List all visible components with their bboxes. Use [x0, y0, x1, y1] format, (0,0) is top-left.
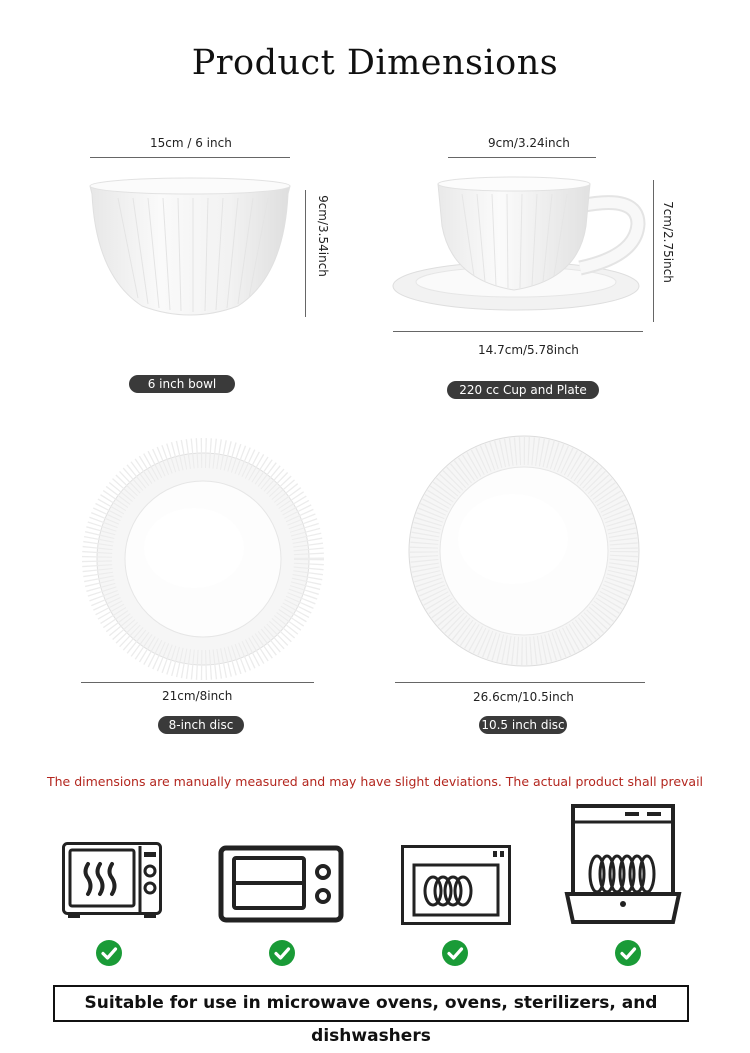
page-title — [188, 40, 563, 86]
bowl-image — [88, 176, 293, 321]
disc-8-width-line — [81, 682, 314, 683]
sterilizer-icon — [401, 845, 511, 925]
footer-banner: Suitable for use in microwave ovens, ovens, sterilizers, and dishwashers — [53, 985, 689, 1022]
disc-8-image — [96, 452, 310, 666]
plate-width-line — [393, 331, 643, 332]
disc-10-tag: 10.5 inch disc — [479, 716, 567, 734]
check-icon — [615, 940, 641, 966]
bowl-width-line — [90, 157, 290, 158]
disc-8-width-label: 21cm/8inch — [162, 689, 233, 703]
cup-height-label-wrap — [618, 201, 718, 283]
bowl-height-label-wrap — [273, 195, 373, 277]
bowl-width-label: 15cm / 6 inch — [150, 136, 232, 150]
bowl-tag: 6 inch bowl — [129, 375, 235, 393]
check-icon — [269, 940, 295, 966]
title-area — [0, 40, 750, 86]
cup-and-plate-image — [392, 176, 642, 326]
cup-width-line — [448, 157, 596, 158]
disc-10-width-line — [395, 682, 645, 683]
cup-tag: 220 cc Cup and Plate — [447, 381, 599, 399]
oven-icon — [218, 845, 344, 923]
disc-8-tag: 8-inch disc — [158, 716, 244, 734]
microwave-icon — [62, 842, 162, 920]
cup-width-label: 9cm/3.24inch — [488, 136, 570, 150]
check-icon — [442, 940, 468, 966]
check-icon — [96, 940, 122, 966]
disc-10-image — [408, 435, 640, 667]
bowl-height-label: 9cm/3.54inch — [316, 195, 330, 277]
plate-width-label: 14.7cm/5.78inch — [478, 343, 579, 357]
page-title-text: Product Dimensions — [191, 43, 559, 83]
bowl-height-line — [305, 190, 306, 317]
dishwasher-icon — [565, 804, 681, 926]
disclaimer-note: The dimensions are manually measured and may have slight deviations. The actual product shall prevail — [46, 774, 704, 789]
disc-10-width-label: 26.6cm/10.5inch — [473, 690, 574, 704]
cup-height-label: 7cm/2.75inch — [661, 201, 675, 283]
